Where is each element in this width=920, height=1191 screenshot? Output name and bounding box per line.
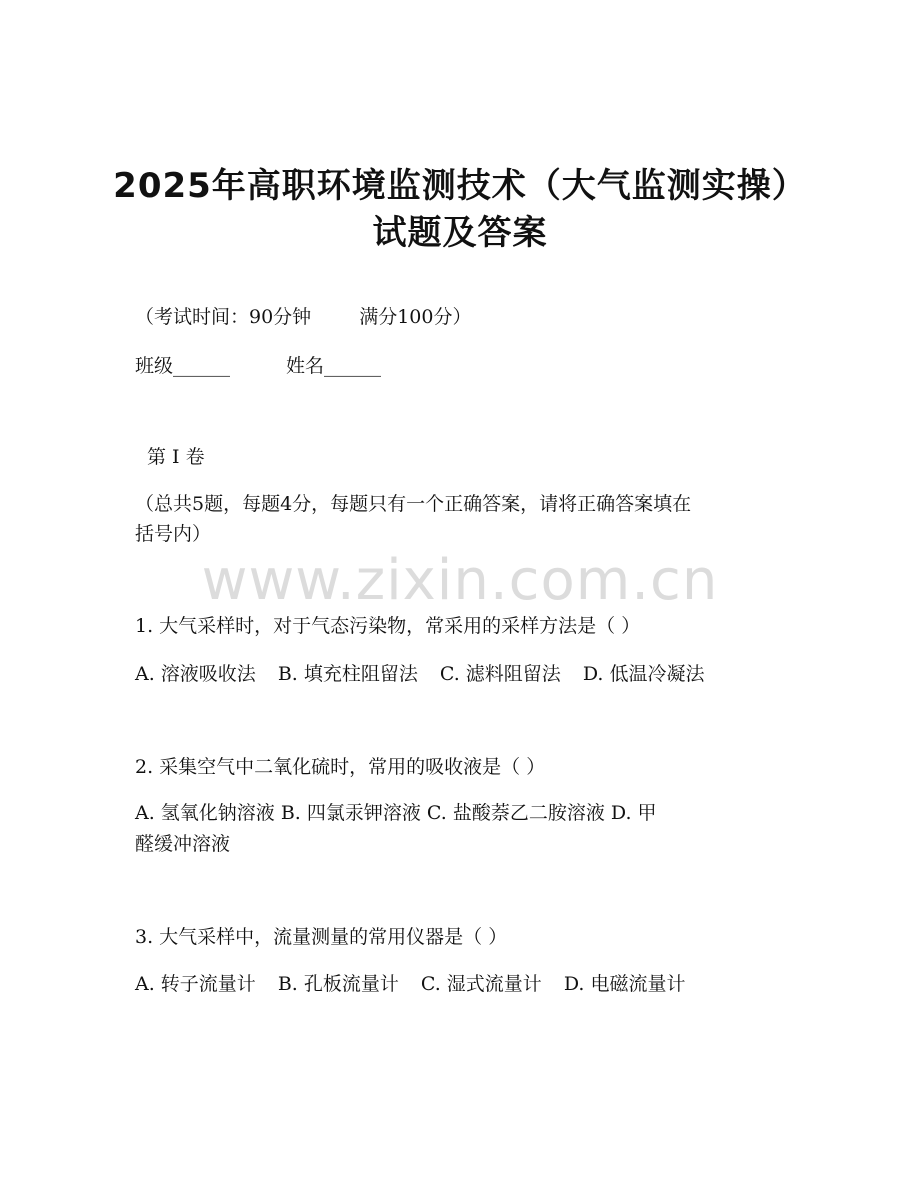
instructions-line-2: 括号内） — [135, 523, 212, 545]
question-2-options-line-2: 醛缓冲溶液 — [135, 833, 231, 855]
question-1-options — [135, 659, 704, 686]
question-3-option-a: A. 转子流量计 — [135, 973, 256, 995]
question-2-stem: 2. 采集空气中二氧化硫时，常用的吸收液是（ ） — [135, 756, 546, 778]
question-1-option-c: C. 滤料阻留法 — [439, 663, 561, 685]
full-score: 满分100分） — [359, 306, 472, 328]
question-3-option-b: B. 孔板流量计 — [277, 973, 399, 995]
name-field: 姓名______ — [286, 355, 382, 377]
instructions-line-1: （总共5题，每题4分，每题只有一个正确答案，请将正确答案填在 — [135, 493, 692, 515]
question-1-stem: 1. 大气采样时，对于气态污染物，常采用的采样方法是（ ） — [135, 615, 641, 637]
student-info — [135, 351, 381, 378]
watermark: www.zixin.com.cn — [201, 548, 719, 613]
question-3-option-c: C. 湿式流量计 — [420, 973, 542, 995]
question-1-option-a: A. 溶液吸收法 — [135, 663, 256, 685]
class-field: 班级______ — [135, 355, 231, 377]
question-3-stem: 3. 大气采样中，流量测量的常用仪器是（ ） — [135, 926, 508, 948]
question-1-option-b: B. 填充柱阻留法 — [277, 663, 418, 685]
document-title-line-1: 2025年高职环境监测技术（大气监测实操） — [113, 166, 807, 206]
question-1-option-d: D. 低温冷凝法 — [582, 663, 705, 685]
exam-info — [135, 302, 471, 329]
question-3-option-d: D. 电磁流量计 — [563, 973, 686, 995]
section-heading: 第 I 卷 — [147, 446, 205, 468]
question-2-options-line-1: A. 氢氧化钠溶液 B. 四氯汞钾溶液 C. 盐酸萘乙二胺溶液 D. 甲 — [135, 802, 657, 824]
exam-time: （考试时间：90分钟 — [135, 306, 312, 328]
question-3-options — [135, 969, 685, 996]
document-title-line-2: 试题及答案 — [372, 213, 548, 253]
